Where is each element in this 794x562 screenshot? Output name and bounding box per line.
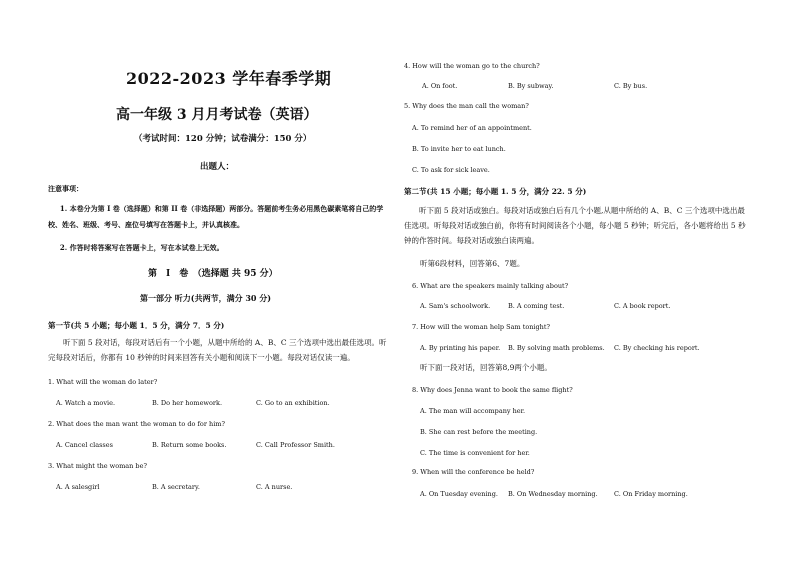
q8-option-a: A. The man will accompany her. xyxy=(420,407,526,415)
q6-option-b: B. A coming test. xyxy=(508,302,565,310)
q1-option-c: C. Go to an exhibition. xyxy=(256,399,330,407)
question-6: 6. What are the speakers mainly talking about? xyxy=(412,282,569,290)
question-8: 8. Why does Jenna want to book the same flight? xyxy=(412,386,573,394)
part1-title: 第一部分 听力(共两节，满分 30 分) xyxy=(140,293,272,303)
notice-item-2: 2. 作答时将答案写在答题卡上，写在本试卷上无效。 xyxy=(59,243,224,252)
q9-option-c: C. On Friday morning. xyxy=(614,490,688,498)
title-year: 2022-2023 学年春季学期 xyxy=(126,69,332,88)
q3-option-a: A. A salesgirl xyxy=(56,483,100,491)
q8-option-b: B. She can rest before the meeting. xyxy=(420,428,538,436)
q5-option-c: C. To ask for sick leave. xyxy=(412,166,490,174)
q8-option-c: C. The time is convenient for her. xyxy=(420,449,530,457)
author-label: 出题人： xyxy=(200,162,235,172)
q2-option-c: C. Call Professor Smith. xyxy=(256,441,335,449)
q3-option-c: C. A nurse. xyxy=(256,483,293,491)
question-1: 1. What will the woman do later? xyxy=(48,378,158,386)
q5-option-b: B. To invite her to eat lunch. xyxy=(412,145,506,153)
q6-option-c: C. A book report. xyxy=(614,302,671,310)
question-5: 5. Why does the man call the woman? xyxy=(404,102,529,110)
section2-instructions: 听下面 5 段对话或独白。每段对话或独白后有几个小题,从题中所给的 A、B、C 三个选项中选出最佳选项。听每段对话或独白前，你将有时间阅读各个小题，每小题 5 秒钟；听完后，各小题将给出 5 秒钟的作答时间。每段对话或独白读两遍。 xyxy=(404,206,746,245)
question-2: 2. What does the man want the woman to do for him? xyxy=(48,420,225,428)
right-column xyxy=(402,0,762,562)
exam-info: （考试时间：120 分钟；试卷满分：150 分） xyxy=(134,134,312,144)
q4-option-c: C. By bus. xyxy=(614,82,648,90)
left-column xyxy=(40,0,390,562)
q4-option-b: B. By subway. xyxy=(508,82,554,90)
notice-item-1: 1. 本卷分为第 I 卷（选择题）和第 II 卷（非选择题）两部分。答题前考生务必用黑色碳素笔将自己的学校、姓名、班级、考号、座位号填写在答题卡上，并认真核准。 xyxy=(48,204,384,229)
q9-option-a: A. On Tuesday evening. xyxy=(420,490,498,498)
q7-option-a: A. By printing his paper. xyxy=(420,344,501,352)
q6-option-a: A. Sam's schoolwork. xyxy=(420,302,491,310)
q2-option-a: A. Cancel classes xyxy=(56,441,113,449)
question-4: 4. How will the woman go to the church? xyxy=(404,62,540,70)
material-6-label: 听第6段材料，回答第6、7题。 xyxy=(420,259,525,268)
q5-option-a: A. To remind her of an appointment. xyxy=(412,124,532,132)
q3-option-b: B. A secretary. xyxy=(152,483,200,491)
q4-option-a: A. On foot. xyxy=(422,82,458,90)
q1-option-b: B. Do her homework. xyxy=(152,399,223,407)
section2-heading: 第二节(共 15 小题；每小题 1. 5 分，满分 22. 5 分) xyxy=(404,187,587,196)
title-exam: 高一年级 3 月月考试卷（英语） xyxy=(116,107,318,123)
section1-instructions: 听下面 5 段对话，每段对话后有一个小题，从题中所给的 A、B、C 三个选项中选出最佳选项。听完每段对话后，你都有 10 秒钟的时间来回答有关小题和阅读下一小题。每段对话仅读一遍。 xyxy=(48,338,387,362)
question-3: 3. What might the woman be? xyxy=(48,462,147,470)
q9-option-b: B. On Wednesday morning. xyxy=(508,490,598,498)
question-7: 7. How will the woman help Sam tonight? xyxy=(412,323,550,331)
material-7-label: 听下面一段对话，回答第8,9两个小题。 xyxy=(420,363,552,372)
q7-option-c: C. By checking his report. xyxy=(614,344,700,352)
q7-option-b: B. By solving math problems. xyxy=(508,344,605,352)
q2-option-b: B. Return some books. xyxy=(152,441,227,449)
volume-title: 第 I 卷 （选择题 共 95 分） xyxy=(148,269,278,279)
q1-option-a: A. Watch a movie. xyxy=(56,399,116,407)
notice-heading: 注意事项： xyxy=(48,184,83,193)
question-9: 9. When will the conference be held? xyxy=(412,468,535,476)
section1-heading: 第一节(共 5 小题；每小题 1．5 分，满分 7．5 分) xyxy=(48,321,225,330)
